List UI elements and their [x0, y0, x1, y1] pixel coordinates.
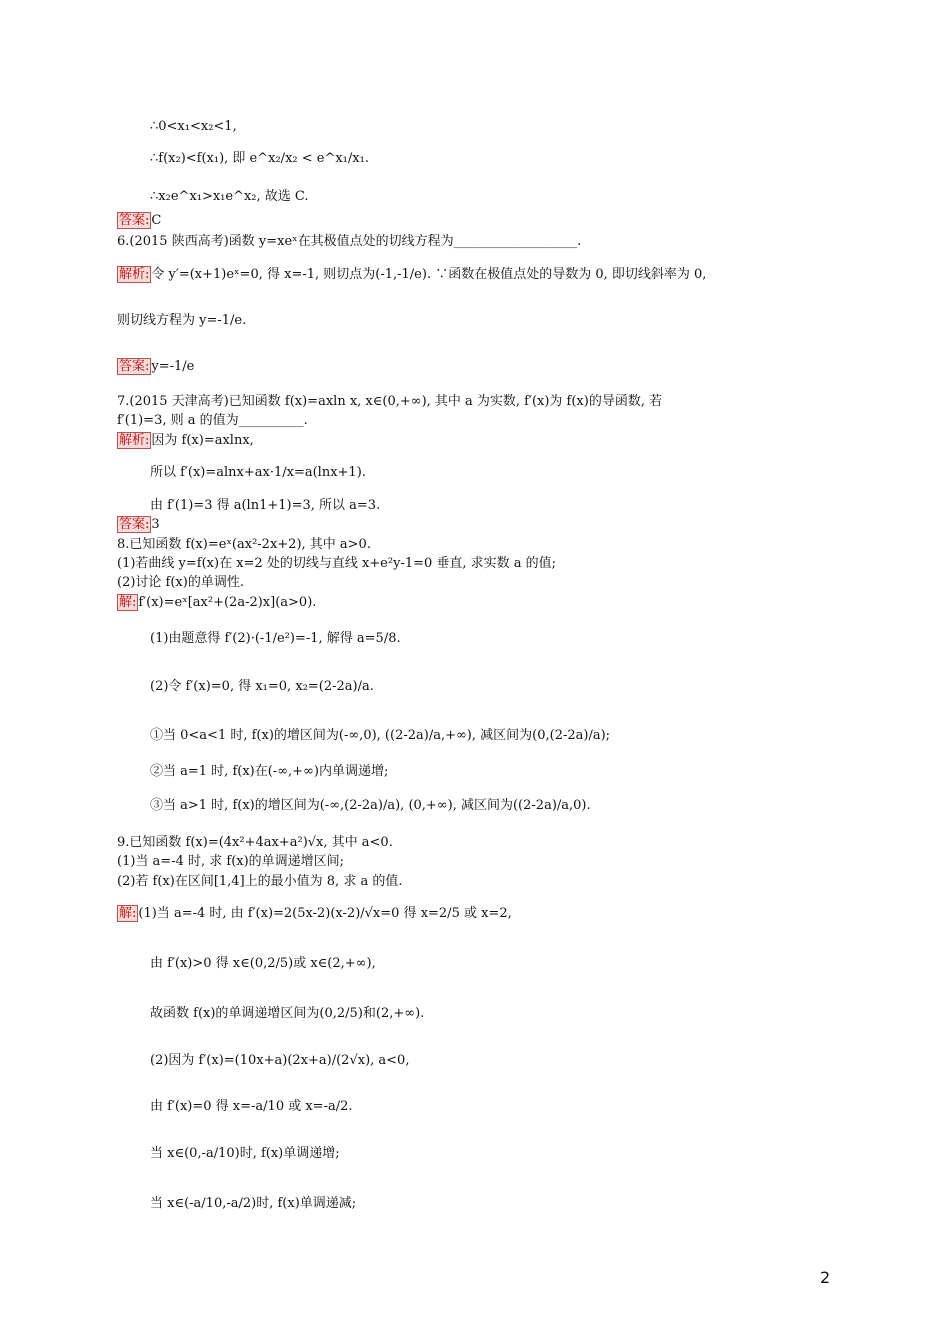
answer-tag: 解: — [119, 906, 137, 921]
line-text: y=-1/e — [151, 359, 195, 374]
line-text: (1)由题意得 f′(2)·(-1/e²)=-1, 解得 a=5/8. — [150, 631, 401, 646]
line-text: ②当 a=1 时, f(x)在(-∞,+∞)内单调递增; — [150, 764, 389, 779]
answer-tag: 答案: — [119, 213, 150, 228]
line-text: ①当 0<a<1 时, f(x)的增区间为(-∞,0), ((2-2a)/a,+∞), 减区间为(0,(2-2a)/a); — [150, 728, 611, 743]
text-line — [150, 1005, 424, 1023]
text-line — [150, 1195, 356, 1213]
line-text: 9.已知函数 f(x)=(4x²+4ax+a²)√x, 其中 a<0. — [117, 835, 393, 850]
text-line — [117, 536, 371, 554]
line-text: 由 f′(x)>0 得 x∈(0,2/5)或 x∈(2,+∞), — [150, 956, 376, 971]
text-line — [150, 1052, 409, 1070]
line-text: 8.已知函数 f(x)=eˣ(ax²-2x+2), 其中 a>0. — [117, 537, 371, 552]
answer-tag: 解析: — [119, 267, 150, 282]
text-line — [150, 797, 591, 815]
text-line — [150, 1145, 340, 1163]
line-text: 所以 f′(x)=alnx+ax·1/x=a(lnx+1). — [150, 465, 366, 480]
line-text: 由 f′(x)=0 得 x=-a/10 或 x=-a/2. — [150, 1099, 353, 1114]
text-line — [117, 312, 246, 330]
text-line — [150, 1098, 353, 1116]
line-text: 因为 f(x)=axlnx, — [151, 433, 254, 448]
text-line — [117, 873, 402, 891]
answer-tag: 答案: — [119, 359, 150, 374]
line-text: 3 — [151, 517, 160, 532]
text-line — [117, 905, 512, 923]
text-line — [117, 594, 316, 612]
text-line — [117, 555, 556, 573]
text-line — [150, 464, 366, 482]
answer-tag: 答案: — [119, 517, 150, 532]
line-text: (1)若曲线 y=f(x)在 x=2 处的切线与直线 x+e²y-1=0 垂直, 求实数 a 的值; — [117, 556, 557, 571]
line-text: (1)当 a=-4 时, 由 f′(x)=2(5x-2)(x-2)/√x=0 得 x=2/5 或 x=2, — [138, 906, 512, 921]
text-line — [150, 150, 369, 168]
text-line — [150, 763, 388, 781]
line-text: ∴0<x₁<x₂<1, — [150, 119, 237, 134]
line-text: 故函数 f(x)的单调递增区间为(0,2/5)和(2,+∞). — [150, 1006, 425, 1021]
text-line — [117, 516, 160, 534]
text-line — [117, 266, 706, 284]
line-text: (2)因为 f′(x)=(10x+a)(2x+a)/(2√x), a<0, — [150, 1053, 410, 1068]
line-text: 7.(2015 天津高考)已知函数 f(x)=axln x, x∈(0,+∞), 其中 a 为实数, f′(x)为 f(x)的导函数, 若 — [117, 394, 663, 409]
text-line — [150, 118, 237, 136]
line-text: f′(x)=eˣ[ax²+(2a-2)x](a>0). — [138, 595, 317, 610]
text-line — [117, 574, 244, 592]
answer-tag: 解析: — [119, 433, 150, 448]
line-text: 则切线方程为 y=-1/e. — [117, 313, 247, 328]
line-text: 令 y′=(x+1)eˣ=0, 得 x=-1, 则切点为(-1,-1/e). ∵函数在极值点处的导数为 0, 即切线斜率为 0, — [151, 267, 707, 282]
text-line — [117, 853, 344, 871]
line-text: (2)令 f′(x)=0, 得 x₁=0, x₂=(2-2a)/a. — [150, 679, 374, 694]
text-line — [117, 412, 308, 430]
answer-tag: 解: — [119, 595, 137, 610]
line-text: ∴f(x₂)<f(x₁), 即 e^x₂/x₂ < e^x₁/x₁. — [150, 151, 369, 166]
text-line — [150, 727, 610, 745]
text-line — [117, 432, 254, 450]
text-line — [117, 834, 393, 852]
text-line — [150, 497, 380, 515]
text-line — [150, 955, 376, 973]
line-text: C — [151, 213, 162, 228]
text-line — [150, 678, 374, 696]
line-text: 当 x∈(-a/10,-a/2)时, f(x)单调递减; — [150, 1196, 357, 1211]
text-line — [117, 358, 194, 376]
line-text: f′(1)=3, 则 a 的值为__________. — [117, 413, 308, 428]
text-line — [150, 188, 309, 206]
page-number: 2 — [820, 1268, 831, 1287]
line-text: 由 f′(1)=3 得 a(ln1+1)=3, 所以 a=3. — [150, 498, 381, 513]
line-text: 6.(2015 陕西高考)函数 y=xeˣ在其极值点处的切线方程为___________________. — [117, 234, 582, 249]
line-text: (2)讨论 f(x)的单调性. — [117, 575, 244, 590]
text-line — [117, 212, 161, 230]
text-line — [150, 630, 401, 648]
line-text: (2)若 f(x)在区间[1,4]上的最小值为 8, 求 a 的值. — [117, 874, 403, 889]
line-text: ③当 a>1 时, f(x)的增区间为(-∞,(2-2a)/a), (0,+∞), 减区间为((2-2a)/a,0). — [150, 798, 591, 813]
line-text: 当 x∈(0,-a/10)时, f(x)单调递增; — [150, 1146, 340, 1161]
line-text: (1)当 a=-4 时, 求 f(x)的单调递增区间; — [117, 854, 345, 869]
text-line — [117, 233, 581, 251]
text-line — [117, 393, 662, 411]
line-text: ∴x₂e^x₁>x₁e^x₂, 故选 C. — [150, 189, 309, 204]
